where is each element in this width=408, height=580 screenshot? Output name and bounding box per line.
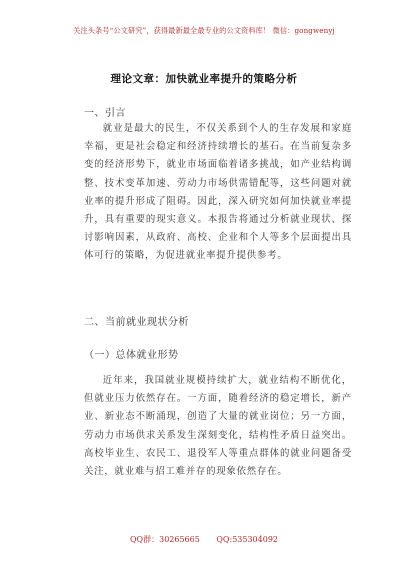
- paragraph-overall-situation: 近年来，我国就业规模持续扩大，就业结构不断优化，但就业压力依然存在。一方面，随着经济的稳定增长，新产业、新业态不断涌现，创造了大量的就业岗位；另一方面，劳动力市场供求关系发生深刻变化，结构性矛盾日益突出。高校毕业生、农民工、退役军人等重点群体的就业问题备受关注，就业难与招工难并存的现象依然存在。: [84, 375, 352, 478]
- document-title: 理论文章：加快就业率提升的策略分析: [110, 73, 298, 85]
- paragraph-introduction: 就业是最大的民生，不仅关系到个人的生存发展和家庭幸福，更是社会稳定和经济持续增长的基石。在当前复杂多变的经济形势下，就业市场面临着诸多挑战，如产业结构调整、技术变革加速、劳动力市场供需错配等，这些问题对就业率的提升形成了阻碍。因此，深入研究如何加快就业率提升，具有重要的现实意义。本报告将通过分析就业现状、探讨影响因素，从政府、高校、企业和个人等多个层面提出具体可行的策略，为促进就业率提升提供参考。: [84, 123, 352, 262]
- footer-qq-number: QQ:535304092: [216, 535, 278, 544]
- section-heading-introduction: 一、引言: [84, 108, 126, 119]
- section-heading-current-status: 二、当前就业现状分析: [84, 317, 189, 328]
- footer-qq-group: QQ群：30265665: [129, 535, 200, 544]
- page-header-banner: 关注头条号“公文研究”，获得最新最全最专业的公文资料库！ 微信：gongwenyj: [73, 26, 335, 35]
- subsection-heading-overall-situation: （一）总体就业形势: [84, 350, 179, 361]
- page-footer: [0, 534, 408, 545]
